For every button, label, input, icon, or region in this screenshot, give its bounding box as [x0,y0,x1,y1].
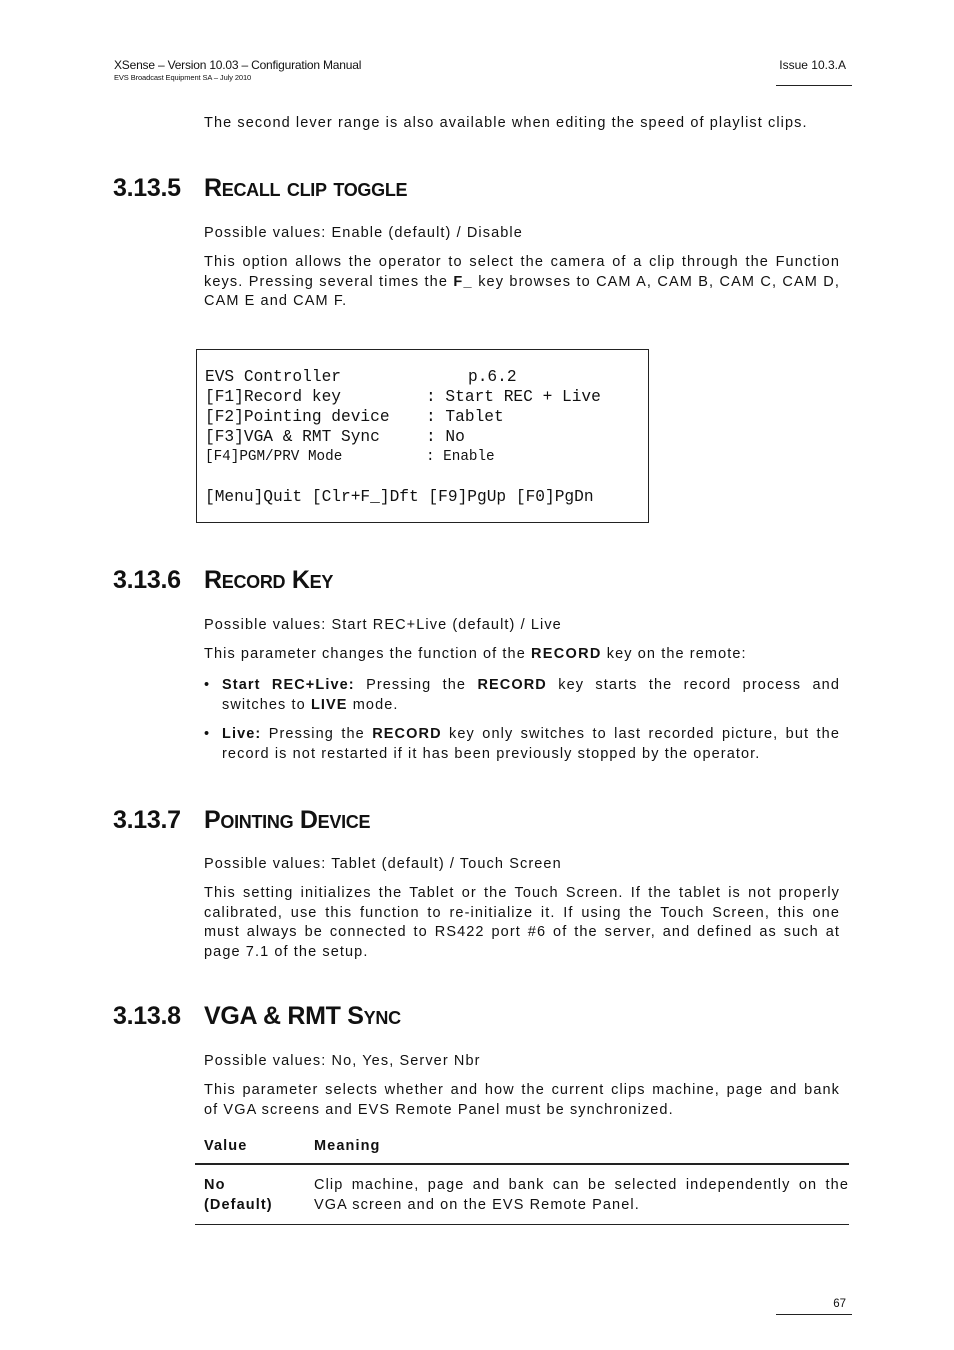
key-name: F_ [453,273,473,290]
meaning-cell: Clip machine, page and bank can be selected independently on the VGA screen and on the EVS Remote Panel. [305,1164,849,1225]
menu-footer: [Menu]Quit [Clr+F_]Dft [F9]PgUp [F0]PgDn [205,488,594,506]
menu-page: p.6.2 [468,368,517,386]
value-cell: No (Default) [195,1164,305,1225]
evs-controller-menu [196,349,649,523]
menu-row: [F3]VGA & RMT Sync : No [205,428,465,446]
section-number: 3.13.5 [113,174,181,202]
header-subtitle: EVS Broadcast Equipment SA – July 2010 [114,73,252,82]
section-number: 3.13.8 [113,1002,181,1030]
footer-rule [776,1314,852,1315]
section-heading-pointing-device [113,806,370,835]
possible-values: Possible values: Start REC+Live (default) / Live [204,617,562,633]
menu-row: [F4]PGM/PRV Mode : Enable [205,449,495,465]
section-number: 3.13.7 [113,806,181,834]
possible-values: Possible values: Tablet (default) / Touch Screen [204,856,562,872]
header-title: XSense – Version 10.03 – Configuration Manual [114,58,362,72]
section-number: 3.13.6 [113,566,181,594]
section-title: Recall clip toggle [204,174,408,202]
menu-header-line [205,367,648,387]
section-heading-record-key [113,566,333,595]
header-rule [776,85,852,86]
section-description: This parameter changes the function of the RECORD key on the remote: [204,646,747,662]
section-title: Record Key [204,566,334,594]
list-item: • Live: Pressing the RECORD key only switches to last recorded picture, but the record is not restarted if it has been previously stopped by the operator. [204,726,840,762]
table-row [195,1164,849,1225]
list-item: • Start REC+Live: Pressing the RECORD key starts the record process and switches to LIVE mode. [204,677,840,713]
section-title: Pointing Device [204,806,371,834]
values-table [195,1134,849,1225]
intro-paragraph: The second lever range is also available when editing the speed of playlist clips. [204,115,808,131]
record-key-options [204,676,840,774]
section-heading-recall-clip-toggle [113,174,407,203]
section-description: This setting initializes the Tablet or the Touch Screen. If the tablet is not properly calibrated, use this function to re-initialize it. If using the Touch Screen, this one must always be connected to RS422 port #6 of the server, and defined as such at page 7.1 of the setup. [204,885,840,960]
section-description: This option allows the operator to select the camera of a clip through the Function keys. Pressing several times the F_ key browses to CAM A, CAM B, CAM C, CAM D, CAM E and CAM F. [204,254,840,309]
menu-title: EVS Controller [205,368,341,386]
column-header-value: Value [195,1134,305,1164]
table-header-row [195,1134,849,1164]
column-header-meaning: Meaning [305,1134,849,1164]
menu-row: [F2]Pointing device : Tablet [205,408,504,426]
key-name: RECORD [531,646,602,662]
header-issue: Issue 10.3.A [779,58,846,72]
possible-values: Possible values: Enable (default) / Disable [204,225,523,241]
menu-row: [F1]Record key : Start REC + Live [205,388,601,406]
possible-values: Possible values: No, Yes, Server Nbr [204,1053,481,1069]
section-description: This parameter selects whether and how the current clips machine, page and bank of VGA screens and EVS Remote Panel must be synchronized. [204,1082,840,1118]
section-heading-vga-rmt-sync [113,1002,401,1031]
page-number: 67 [833,1298,846,1310]
section-title: VGA & RMT Sync [204,1002,401,1030]
